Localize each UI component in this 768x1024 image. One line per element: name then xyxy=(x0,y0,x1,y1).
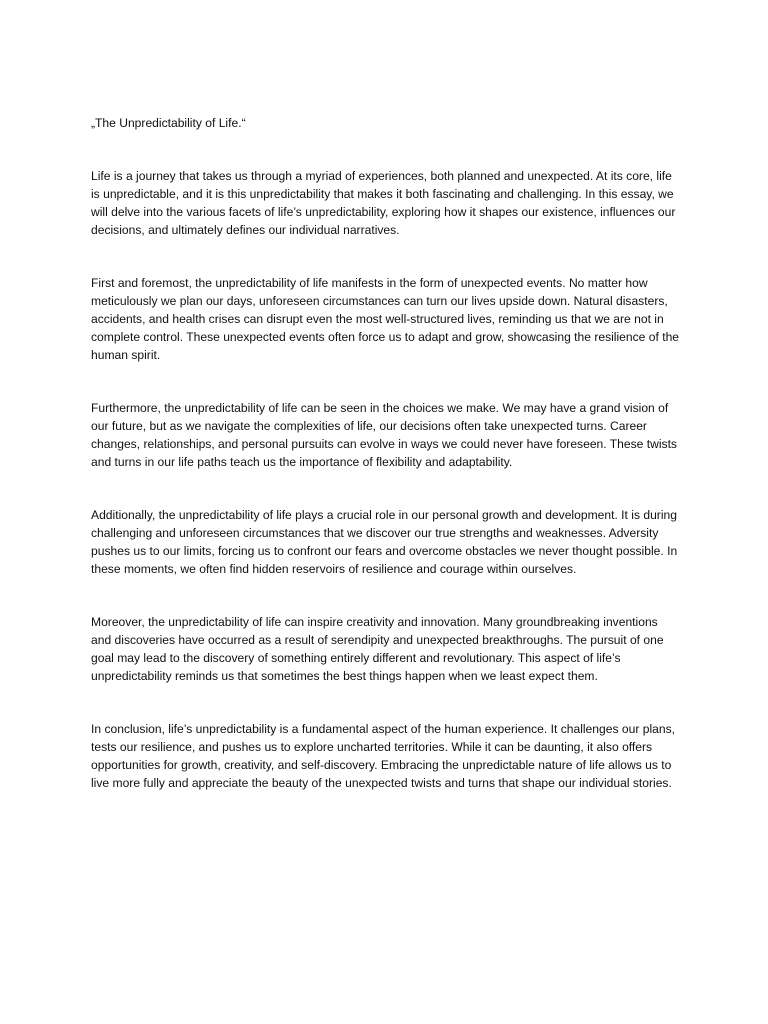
paragraph-personal-growth: Additionally, the unpredictability of life plays a crucial role in our personal growth and development. It is during challenging and unforeseen circumstances that we discover our true strengths and weaknesses. Adversity pushes us to our limits, forcing us to confront our fears and overcome obstacles we never thought possible. In these moments, we often find hidden reservoirs of resilience and courage within ourselves. xyxy=(91,508,678,576)
essay-title: „The Unpredictability of Life.“ xyxy=(91,116,246,130)
paragraph-creativity: Moreover, the unpredictability of life can inspire creativity and innovation. Many groundbreaking inventions and discoveries have occurred as a result of serendipity and unexpected breakthroughs. The pursuit of one goal may lead to the discovery of something entirely different and revolutionary. This aspect of life’s unpredictability reminds us that sometimes the best things happen when we least expect them. xyxy=(91,615,664,683)
document-body xyxy=(91,114,681,792)
paragraph-unexpected-events: First and foremost, the unpredictability of life manifests in the form of unexpected events. No matter how meticulously we plan our days, unforeseen circumstances can turn our lives upside down. Natural disasters, accidents, and health crises can disrupt even the most well-structured lives, reminding us that we are not in complete control. These unexpected events often force us to adapt and grow, showcasing the resilience of the human spirit. xyxy=(91,276,680,362)
paragraph-choices: Furthermore, the unpredictability of life can be seen in the choices we make. We may have a grand vision of our future, but as we navigate the complexities of life, our decisions often take unexpected turns. Career changes, relationships, and personal pursuits can evolve in ways we could never have foreseen. These twists and turns in our life paths teach us the importance of flexibility and adaptability. xyxy=(91,401,677,469)
paragraph-intro: Life is a journey that takes us through a myriad of experiences, both planned and unexpected. At its core, life is unpredictable, and it is this unpredictability that makes it both fascinating and challenging. In this essay, we will delve into the various facets of life’s unpredictability, exploring how it shapes our existence, influences our decisions, and ultimately defines our individual narratives. xyxy=(91,169,676,237)
paragraph-conclusion: In conclusion, life’s unpredictability is a fundamental aspect of the human experience. It challenges our plans, tests our resilience, and pushes us to explore uncharted territories. While it can be daunting, it also offers opportunities for growth, creativity, and self-discovery. Embracing the unpredictable nature of life allows us to live more fully and appreciate the beauty of the unexpected twists and turns that shape our individual stories. xyxy=(91,722,675,790)
